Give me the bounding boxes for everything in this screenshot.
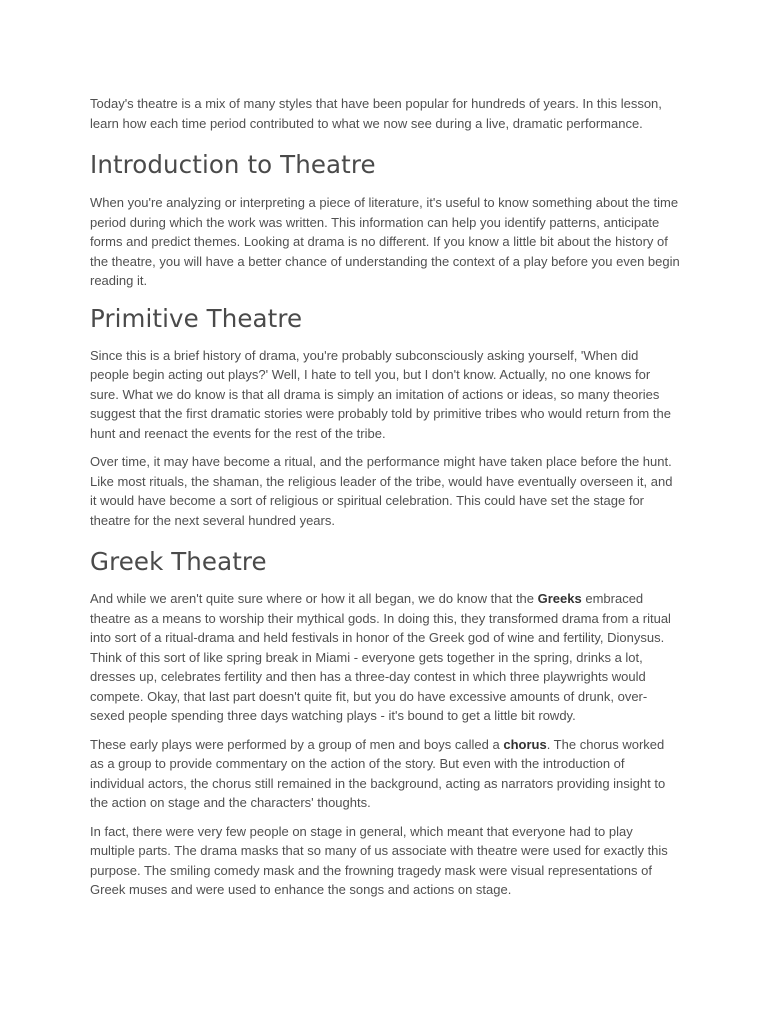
greek-p1-text-after: embraced theatre as a means to worship their mythical gods. In doing this, they transformed drama from a ritual into sort of a ritual-drama and held festivals in honor of the Greek god of wine and fertility, Dionysus. Think of this sort of like spring break in Miami - everyone gets together in the spring, drinks a lot, dresses up, celebrates fertility and then has a three-day contest in which three playwrights would compete. Okay, that last part doesn't quite fit, but you do have excessive amounts of drunk, over-sexed people spending three days watching plays - it's bound to get a little bit rowdy.: [90, 591, 671, 723]
chorus-bold-term: chorus: [503, 736, 547, 752]
primitive-paragraph-1: Since this is a brief history of drama, you're probably subconsciously asking yourself, 'When did people begin acting out plays?' Well, I hate to tell you, but I don't know. Actually, no one knows for sure. What we do know is that all drama is simply an imitation of actions or ideas, so many theories suggest that the first dramatic stories were probably told by primitive tribes who would return from the hunt and reenact the events for the rest of the tribe.: [90, 347, 671, 441]
greek-p2-text-after: . The chorus worked as a group to provide commentary on the action of the story. But even with the introduction of individual actors, the chorus still remained in the background, acting as narrators providing insight to the action on stage and the characters' thoughts.: [90, 736, 666, 810]
document-body: [90, 94, 680, 909]
heading-primitive-theatre: Primitive Theatre: [90, 303, 303, 333]
heading-introduction-to-theatre: Introduction to Theatre: [90, 150, 376, 179]
intro-paragraph: Today's theatre is a mix of many styles that have been popular for hundreds of years. In this lesson, learn how each time period contributed to what we now see during a live, dramatic performance.: [90, 96, 662, 131]
introduction-paragraph: When you're analyzing or interpreting a piece of literature, it's useful to know something about the time period during which the work was written. This information can help you identify patterns, anticipate forms and predict themes. Looking at drama is no different. If you know a little bit about the history of the theatre, you will have a better chance of understanding the context of a play before you even begin reading it.: [90, 195, 680, 288]
greek-paragraph-3: In fact, there were very few people on stage in general, which meant that everyone had to play multiple parts. The drama masks that so many of us associate with theatre were used for exactly this purpose. The smiling comedy mask and the frowning tragedy mask were visual representations of Greek muses and were used to enhance the songs and actions on stage.: [90, 823, 668, 897]
greek-paragraph-1: [90, 589, 680, 726]
primitive-paragraph-2: Over time, it may have become a ritual, and the performance might have taken place before the hunt. Like most rituals, the shaman, the religious leader of the tribe, would have eventually overseen it, and it would have become a sort of religious or spiritual celebration. This could have set the stage for theatre for the next several hundred years.: [90, 454, 673, 528]
greek-paragraph-2: [90, 735, 680, 813]
heading-greek-theatre: Greek Theatre: [90, 547, 267, 576]
greeks-bold-term: Greeks: [537, 591, 582, 606]
greek-p1-text-before: And while we aren't quite sure where or how it all began, we do know that the: [90, 591, 538, 606]
greek-p2-text-before: These early plays were performed by a group of men and boys called a: [90, 736, 504, 752]
